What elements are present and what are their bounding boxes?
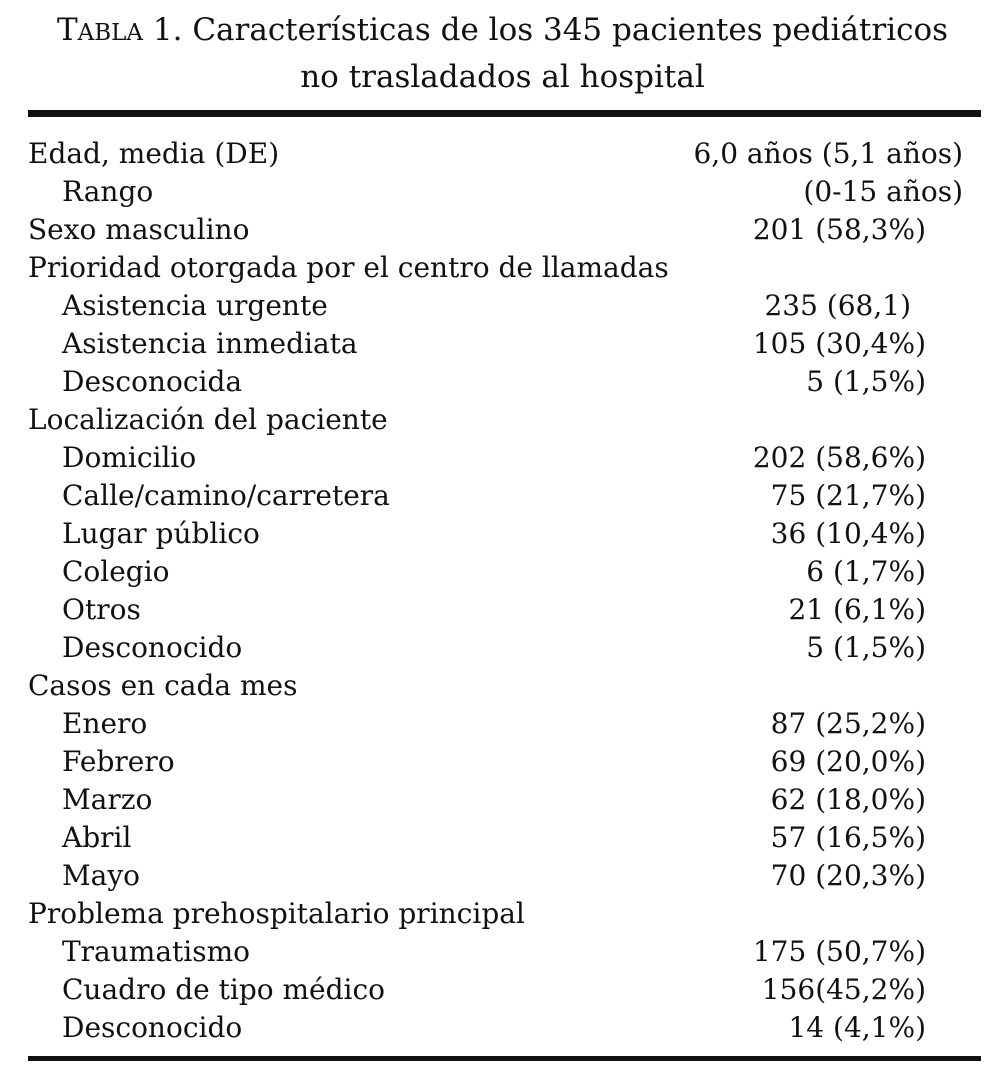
row-label: Marzo: [62, 783, 153, 816]
table-row: [28, 553, 981, 591]
table-row: [28, 363, 981, 401]
row-label: Problema prehospitalario principal: [28, 897, 525, 930]
table-row: [28, 211, 981, 249]
row-label: Prioridad otorgada por el centro de llamadas: [28, 251, 669, 284]
row-label: Enero: [62, 707, 148, 740]
table-row: [28, 135, 981, 173]
row-value: 36 (10,4%): [770, 517, 926, 550]
row-value: 75 (21,7%): [770, 479, 926, 512]
table-row: [28, 705, 981, 743]
row-label: Calle/camino/carretera: [62, 479, 390, 512]
row-label: Desconocido: [62, 1011, 243, 1044]
title-prefix-rest: ABLA: [77, 20, 144, 46]
table-row: [28, 439, 981, 477]
row-label: Sexo masculino: [28, 213, 250, 246]
table-row: [28, 971, 981, 1009]
row-value: 57 (16,5%): [770, 821, 926, 854]
table-row: [28, 781, 981, 819]
table-row: [28, 629, 981, 667]
top-rule: [28, 110, 981, 117]
row-value: 6 (1,7%): [806, 555, 926, 588]
title-line-1-text: 1. Características de los 345 pacientes pediátricos: [143, 12, 949, 48]
row-label: Otros: [62, 593, 141, 626]
table-row: [28, 1009, 981, 1047]
row-label: Casos en cada mes: [28, 669, 298, 702]
row-value: 105 (30,4%): [752, 327, 926, 360]
row-value: 175 (50,7%): [752, 935, 926, 968]
row-value: 156(45,2%): [761, 973, 926, 1006]
row-label: Domicilio: [62, 441, 197, 474]
row-value: 69 (20,0%): [770, 745, 926, 778]
row-label: Desconocida: [62, 365, 243, 398]
table-row: [28, 477, 981, 515]
row-value: 21 (6,1%): [788, 593, 926, 626]
table-row: [28, 173, 981, 211]
table-section-header: [28, 667, 981, 705]
table-title-line-1: [0, 8, 1005, 55]
table-row: [28, 515, 981, 553]
table-section-header: [28, 249, 981, 287]
table-section-header: [28, 895, 981, 933]
row-value: (0-15 años): [803, 175, 963, 208]
row-label: Lugar público: [62, 517, 260, 550]
row-label: Desconocido: [62, 631, 243, 664]
row-label: Abril: [62, 821, 132, 854]
table-row: [28, 857, 981, 895]
table-row: [28, 819, 981, 857]
row-label: Colegio: [62, 555, 170, 588]
row-value: 6,0 años (5,1 años): [693, 137, 963, 170]
row-label: Asistencia urgente: [62, 289, 328, 322]
row-value: 201 (58,3%): [752, 213, 926, 246]
row-label: Edad, media (DE): [28, 137, 280, 170]
row-value: 235 (68,1): [764, 289, 911, 322]
row-label: Febrero: [62, 745, 175, 778]
table-row: [28, 933, 981, 971]
row-label: Rango: [62, 175, 154, 208]
row-label: Asistencia inmediata: [62, 327, 358, 360]
row-label: Traumatismo: [62, 935, 251, 968]
table-title: [0, 8, 1005, 99]
table-title-line-2: no trasladados al hospital: [300, 59, 705, 95]
row-value: 5 (1,5%): [806, 631, 926, 664]
table-row: [28, 591, 981, 629]
row-value: 5 (1,5%): [806, 365, 926, 398]
row-value: 14 (4,1%): [788, 1011, 926, 1044]
row-label: Cuadro de tipo médico: [62, 973, 386, 1006]
row-value: 87 (25,2%): [770, 707, 926, 740]
row-label: Localización del paciente: [28, 403, 388, 436]
table-body: [28, 135, 981, 1047]
row-value: 202 (58,6%): [752, 441, 926, 474]
row-value: 70 (20,3%): [770, 859, 926, 892]
table-section-header: [28, 401, 981, 439]
row-value: 62 (18,0%): [770, 783, 926, 816]
bottom-rule: [28, 1056, 981, 1061]
table-row: [28, 743, 981, 781]
table-row: [28, 287, 981, 325]
table-row: [28, 325, 981, 363]
title-prefix-cap: T: [56, 12, 78, 48]
row-label: Mayo: [62, 859, 141, 892]
